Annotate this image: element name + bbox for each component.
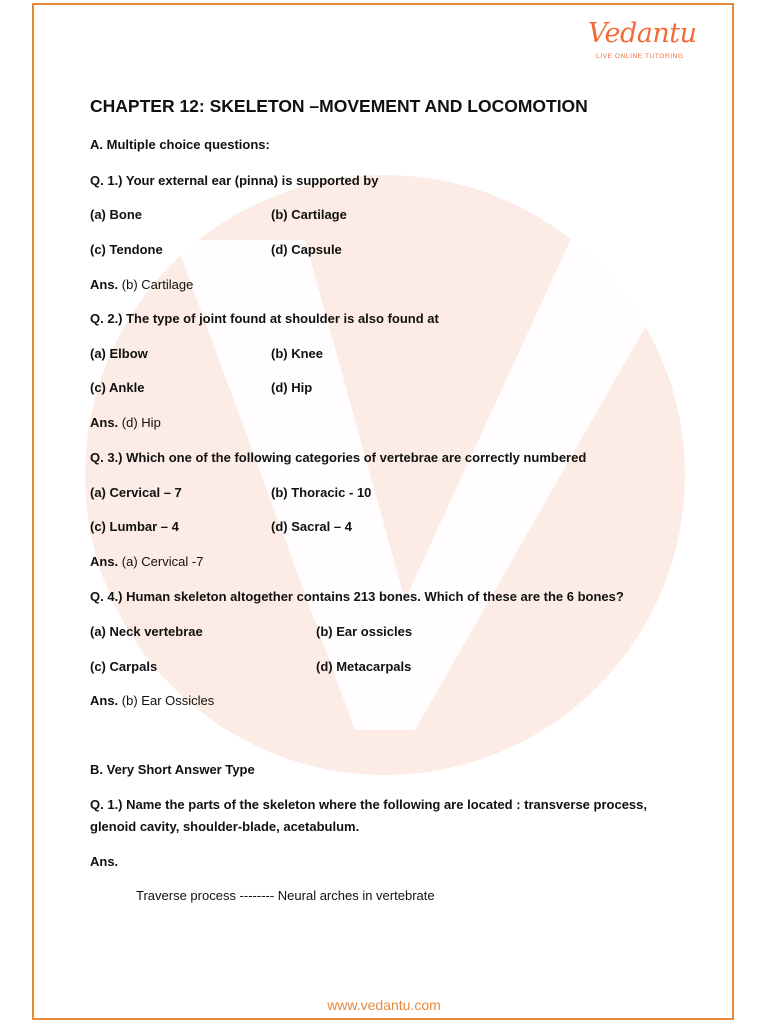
q1-answer-value: (b) Cartilage xyxy=(121,277,194,292)
b-q1-answer-label: Ans. xyxy=(90,854,119,869)
logo-subtitle: LIVE ONLINE TUTORING xyxy=(596,53,684,60)
q4-option-b: (b) Ear ossicles xyxy=(316,624,413,639)
q4-answer xyxy=(90,693,214,708)
q4-answer-value: (b) Ear Ossicles xyxy=(121,693,215,708)
footer-website-link[interactable]: www.vedantu.com xyxy=(327,997,441,1013)
q4-option-a: (a) Neck vertebrae xyxy=(90,624,203,639)
q2-option-a: (a) Elbow xyxy=(90,346,148,361)
b-q1-line1: Q. 1.) Name the parts of the skeleton where the following are located : transverse process, xyxy=(90,797,647,812)
q2-option-c: (c) Ankle xyxy=(90,380,145,395)
q1-option-a: (a) Bone xyxy=(90,207,142,222)
q3-question: Q. 3.) Which one of the following categories of vertebrae are correctly numbered xyxy=(90,450,587,465)
q1-answer xyxy=(90,277,193,292)
q3-option-a: (a) Cervical – 7 xyxy=(90,485,182,500)
q2-option-b: (b) Knee xyxy=(271,346,323,361)
q4-option-d: (d) Metacarpals xyxy=(316,659,412,674)
logo-text: Vedantu xyxy=(588,18,697,49)
q3-answer-value: (a) Cervical -7 xyxy=(121,554,204,569)
q1-answer-label: Ans. xyxy=(90,277,119,292)
vedantu-logo xyxy=(588,18,698,64)
chapter-title: CHAPTER 12: SKELETON –MOVEMENT AND LOCOMOTION xyxy=(90,96,588,116)
b-q1-line2: glenoid cavity, shoulder-blade, acetabulum. xyxy=(90,819,360,834)
q3-answer-label: Ans. xyxy=(90,554,119,569)
q4-option-c: (c) Carpals xyxy=(90,659,158,674)
b-q1-answer-line: Traverse process -------- Neural arches in vertebrate xyxy=(136,888,435,903)
q1-option-b: (b) Cartilage xyxy=(271,207,347,222)
vedantu-watermark-logo xyxy=(55,170,715,780)
q2-answer-label: Ans. xyxy=(90,415,119,430)
q4-question: Q. 4.) Human skeleton altogether contains 213 bones. Which of these are the 6 bones? xyxy=(90,589,624,604)
q1-option-c: (c) Tendone xyxy=(90,242,163,257)
q3-option-c: (c) Lumbar – 4 xyxy=(90,519,179,534)
section-b-heading: B. Very Short Answer Type xyxy=(90,762,255,777)
q1-option-d: (d) Capsule xyxy=(271,242,342,257)
q3-option-d: (d) Sacral – 4 xyxy=(271,519,352,534)
section-a-heading: A. Multiple choice questions: xyxy=(90,137,270,152)
q2-answer xyxy=(90,415,161,430)
q2-question: Q. 2.) The type of joint found at shoulder is also found at xyxy=(90,311,439,326)
q3-option-b: (b) Thoracic - 10 xyxy=(271,485,372,500)
q2-option-d: (d) Hip xyxy=(271,380,313,395)
q1-question: Q. 1.) Your external ear (pinna) is supported by xyxy=(90,173,379,188)
q3-answer xyxy=(90,554,203,569)
q2-answer-value: (d) Hip xyxy=(121,415,161,430)
q4-answer-label: Ans. xyxy=(90,693,119,708)
